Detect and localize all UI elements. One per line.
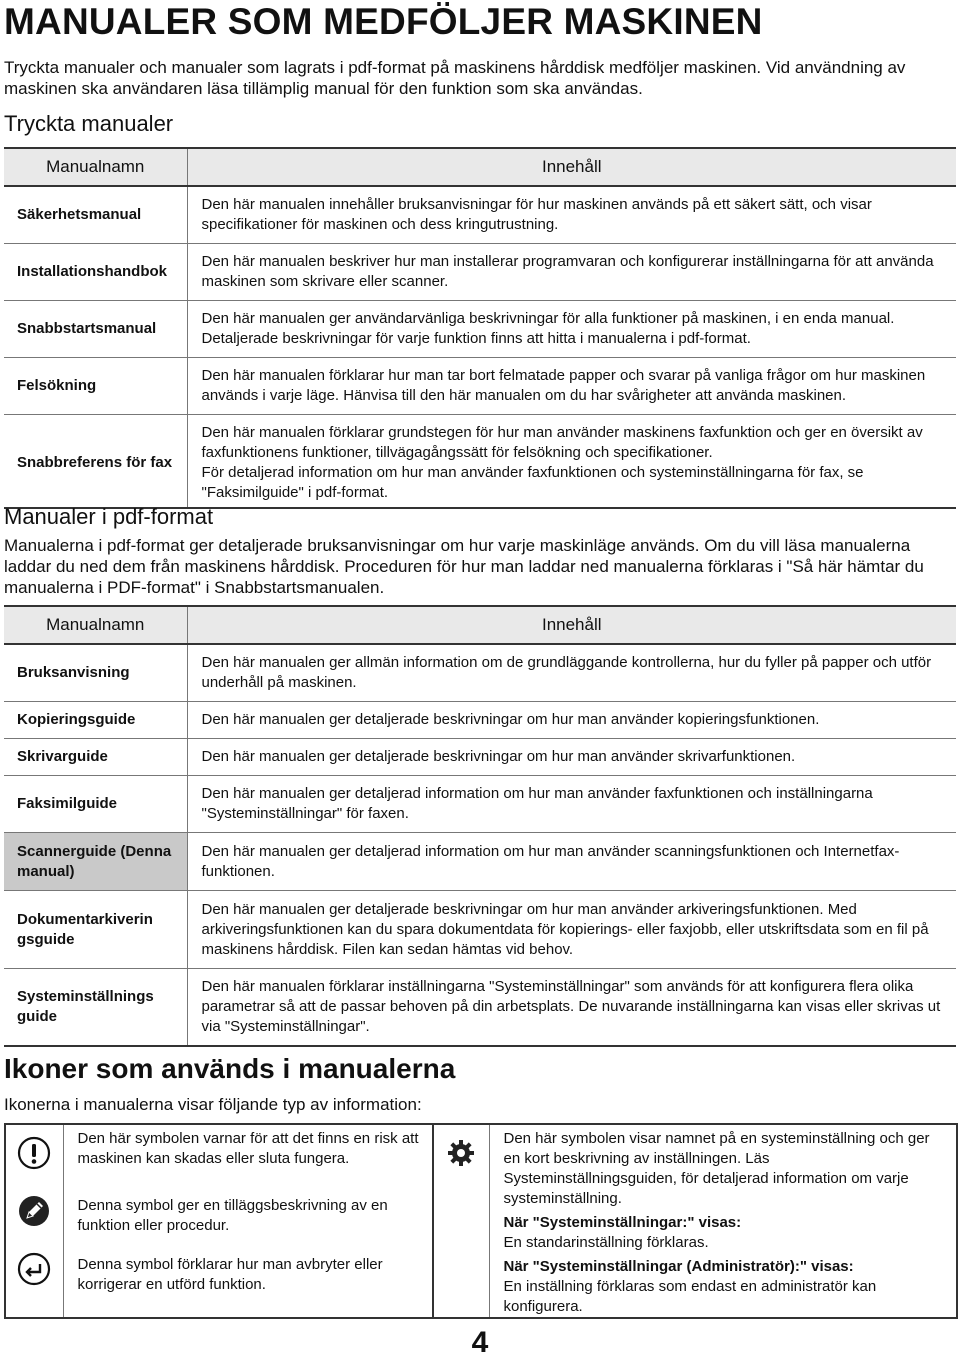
manual-description: Den här manualen ger detaljerade beskrivningar om hur man använder kopieringsfunktionen. [187,702,956,739]
settings-description [490,1125,957,1317]
manual-name: Kopieringsguide [4,702,187,739]
column-header-name: Manualnamn [4,606,187,644]
table-row [4,776,956,833]
column-header-content: Innehåll [187,606,956,644]
manual-name-current: Scannerguide (Denna manual) [4,833,187,891]
settings-text: Den här symbolen visar namnet på en systeminställning och ger en kort beskrivning av inställningen. Läs Systeminställningsguiden, för detaljerad information om varje systeminställning. [503,1130,930,1207]
table-row [4,358,956,415]
column-header-name: Manualnamn [4,148,187,186]
pdf-intro-paragraph: Manualerna i pdf-format ger detaljerade bruksanvisningar om hur varje maskinläge används. Om du vill läsa manualerna laddar du ned dem från maskinens hårddisk. Proceduren för hur man laddar ned manualerna förklaras i "Så här hämtar du manualerna i PDF-format" i Snabbstartsmanualen. [4,536,924,597]
table-header-row [4,606,956,644]
settings-text-column [489,1124,957,1318]
settings-label-admin: När "Systeminställningar (Administratör):" visas: [503,1258,854,1275]
table-row [4,244,956,301]
pdf-manuals-table [4,605,956,1047]
icons-table [4,1123,958,1319]
settings-text-admin: En inställning förklaras som endast en administratör kan konfigurera. [503,1278,877,1315]
manual-name: Felsökning [4,358,187,415]
manual-description: Den här manualen ger användarvänliga beskrivningar för alla funktioner på maskinen, i en enda manual. Detaljerade beskrivningar för varje funktion finns att hitta i manualerna i pdf-format. [187,301,956,358]
column-header-content: Innehåll [187,148,956,186]
table-header-row [4,148,956,186]
manual-description: Den här manualen innehåller bruksanvisningar för hur maskinen används på ett säkert sätt, och visar specifikationer för maskinen och dess kringutrustning. [187,186,956,244]
description-line: För detaljerad information om hur man använder faxfunktionen och systeminställningarna för fax, se "Faksimilguide" i pdf-format. [201,464,864,501]
manual-description: Den här manualen förklarar inställningarna "Systeminställningar" som används för att konfigurera flera olika parametrar så att de passar behoven på din arbetsplats. De nuvarande inställningarna kan visas eller skrivas ut via "Systeminställningar". [187,969,956,1047]
intro-paragraph: Tryckta manualer och manualer som lagrats i pdf-format på maskinens hårddisk medföljer maskinen. Vid användning av maskinen ska användaren läsa tillämplig manual för den funktion som ska användas. [4,58,906,98]
icon-column [5,1124,63,1318]
manual-description: Den här manualen förklarar hur man tar bort felmatade papper och svarar på vanliga frågor om hur maskinen används i varje läge. Hänvisa till den här manualen om du har svårigheter att använda maskinen. [187,358,956,415]
manual-name: Installationshandbok [4,244,187,301]
note-text: Denna symbol ger en tilläggsbeskrivning av en funktion eller procedur. [77,1197,388,1234]
table-row [4,186,956,244]
settings-label-user: När "Systeminställningar:" visas: [503,1214,742,1231]
manual-name: Snabbstartsmanual [4,301,187,358]
note-pencil-icon [6,1181,63,1241]
icons-intro: Ikonerna i manualerna visar följande typ av information: [4,1095,422,1114]
page-title: MANUALER SOM MEDFÖLJER MASKINEN [4,1,763,42]
pdf-manuals-heading: Manualer i pdf-format [4,504,214,529]
gear-icon [434,1125,489,1181]
manual-description: Den här manualen ger allmän information om de grundläggande kontrollerna, hur du fyller på papper och utför underhåll på maskinen. [187,644,956,702]
return-icon [6,1241,63,1297]
table-row [4,415,956,509]
printed-manuals-heading: Tryckta manualer [4,111,174,136]
manual-description: Den här manualen ger detaljerad information om hur man använder faxfunktionen och inställningarna "Systeminställningar" för faxen. [187,776,956,833]
gear-column [433,1124,489,1318]
table-row [4,739,956,776]
manual-name: Dokumentarkiverin gsguide [4,891,187,969]
table-row [4,969,956,1047]
table-row [4,702,956,739]
icon-description [64,1251,433,1307]
warning-text: Den här symbolen varnar för att det finns en risk att maskinen kan skadas eller sluta fungera. [77,1130,419,1167]
manual-name: Faksimilguide [4,776,187,833]
manual-description [187,415,956,509]
table-row [4,644,956,702]
warning-icon [6,1125,63,1181]
return-text: Denna symbol förklarar hur man avbryter eller korrigerar en utförd funktion. [77,1256,383,1293]
manual-description: Den här manualen ger detaljerade beskrivningar om hur man använder arkiveringsfunktionen. Med arkiveringsfunktionen kan du spara dokumentdata för kopierings- eller faxjobb, eller utskriftsdata som en fil på maskinens hårddisk. Filen kan sedan hämtas vid behov. [187,891,956,969]
manual-name: Snabbreferens för fax [4,415,187,509]
printed-manuals-table [4,147,956,509]
table-row [4,833,956,891]
description-line: Den här manualen förklarar grundstegen för hur man använder maskinens faxfunktion och ger en översikt av faxfunktionens funktioner, tillvägagångssätt för felsökning och specifikationer. [201,424,923,461]
manual-description: Den här manualen beskriver hur man installerar programvaran och konfigurerar inställningarna för att använda maskinen som skrivare eller scanner. [187,244,956,301]
icon-description [64,1125,433,1192]
manual-name: Säkerhetsmanual [4,186,187,244]
icon-description [64,1192,433,1251]
manual-description: Den här manualen ger detaljerade beskrivningar om hur man använder skrivarfunktionen. [187,739,956,776]
settings-text-user: En standarinställning förklaras. [503,1234,709,1251]
icon-text-column [63,1124,433,1318]
manual-description: Den här manualen ger detaljerad information om hur man använder scanningsfunktionen och Internetfax-funktionen. [187,833,956,891]
manual-name: Skrivarguide [4,739,187,776]
icons-table-row [5,1124,957,1318]
manual-name: Systeminställnings guide [4,969,187,1047]
table-row [4,301,956,358]
manual-name: Bruksanvisning [4,644,187,702]
page-number: 4 [471,1326,489,1359]
table-row [4,891,956,969]
icons-heading: Ikoner som används i manualerna [4,1053,456,1084]
